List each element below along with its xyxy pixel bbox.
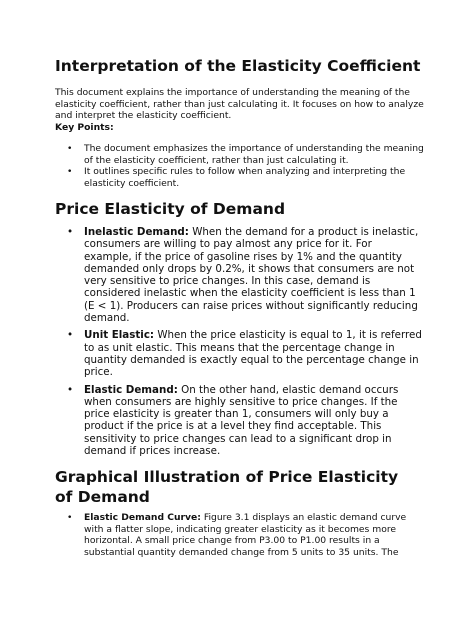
term-label: Inelastic Demand: xyxy=(84,226,189,238)
list-item-unit-elastic xyxy=(67,329,422,378)
term-description: When the demand for a product is inelastic, consumers are willing to pay almost any price for it. For example, if the price of gasoline rises by 1% and the quantity demanded only drops by 0.2%, it shows that consumers are not very sensitive to price changes. In this case, demand is considered inelastic when the elasticity coefficient is less than 1 (E < 1). Producers can raise prices without significantly reducing demand. xyxy=(84,226,419,325)
section-heading-graphical-illustration: Graphical Illustration of Price Elasticity of Demand xyxy=(55,468,399,506)
term-description: When the price elasticity is equal to 1, it is referred to as unit elastic. This means that the percentage change in quantity demanded is exactly equal to the percentage change in price. xyxy=(84,329,422,379)
key-points-list xyxy=(67,143,427,189)
term-description: On the other hand, elastic demand occurs when consumers are highly sensitive to price changes. If the price elasticity is greater than 1, consumers will only buy a product if the price is at a level they find acceptable. This sensitivity to price changes can lead to a significant drop in demand if prices increase. xyxy=(84,383,399,458)
key-points-label: Key Points: xyxy=(55,122,114,133)
list-item-inelastic-demand xyxy=(67,226,422,324)
key-point-item: • The document emphasizes the importance of understanding the meaning of the elasticity coefficient, rather than just calculating it. xyxy=(67,143,427,166)
term-label: Elastic Demand Curve: xyxy=(84,512,201,523)
section-heading-price-elasticity: Price Elasticity of Demand xyxy=(55,200,286,218)
list-item-elastic-demand-curve xyxy=(67,512,422,558)
intro-paragraph: This document explains the importance of understanding the meaning of the elasticity coefficient, rather than just calculating it. It focuses on how to analyze and interpret the elasticity coefficient. xyxy=(55,87,424,122)
document-title: Interpretation of the Elasticity Coefficient xyxy=(55,57,421,75)
list-item-elastic-demand xyxy=(67,384,422,458)
term-label: Unit Elastic: xyxy=(84,329,155,342)
price-elasticity-list xyxy=(67,226,422,462)
key-point-item: • It outlines specific rules to follow when analyzing and interpreting the elasticity coefficient. xyxy=(67,166,427,189)
graphical-illustration-list xyxy=(67,512,422,563)
term-description: Figure 3.1 displays an elastic demand curve with a flatter slope, indicating greater elasticity as it becomes more horizontal. A small price change from P3.00 to P1.00 results in a substantial quantity demanded change from 5 units to 35 units. The xyxy=(84,512,407,558)
term-label: Elastic Demand: xyxy=(84,383,178,396)
